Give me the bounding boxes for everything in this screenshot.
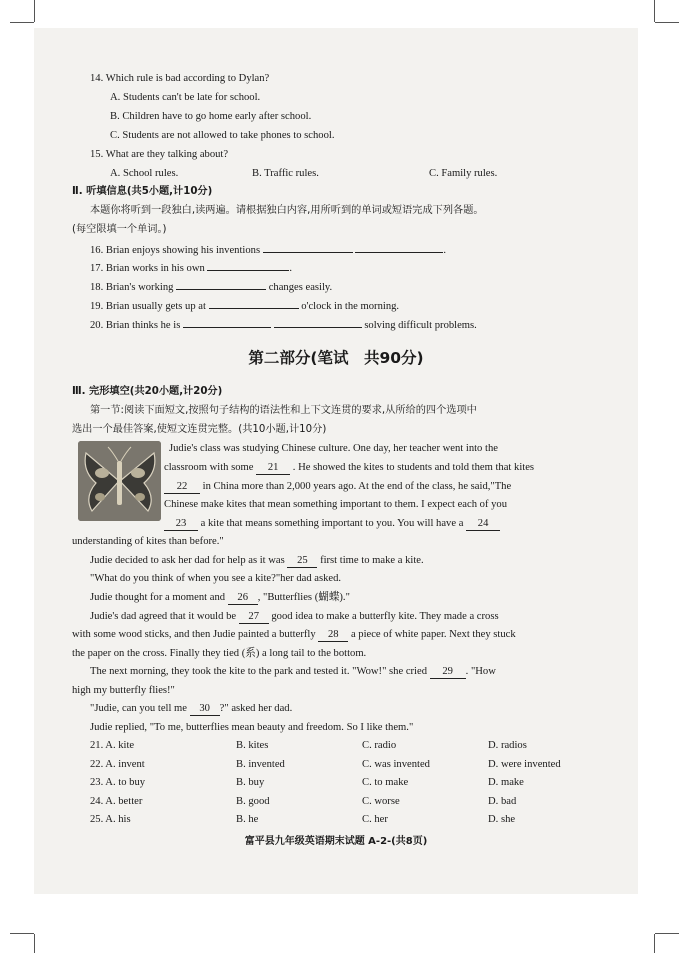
- passage-line-5: 23 a kite that means something important to you. You will have a 24: [164, 517, 500, 531]
- q17: 17. Brian works in his own .: [90, 260, 292, 276]
- option-22-b: B. invented: [236, 759, 285, 770]
- q15-option-c: C. Family rules.: [429, 168, 498, 179]
- q19: 19. Brian usually gets up at o'clock in the morning.: [90, 298, 399, 314]
- passage-line-3: 22 in China more than 2,000 years ago. At the end of the class, he said,"The: [164, 480, 511, 494]
- section-3-instruction: 第一节:阅读下面短文,按照句子结构的语法性和上下文连贯的要求,从所给的四个选项中: [90, 405, 477, 416]
- section-2-instruction: 本题你将听到一段独白,读两遍。请根据独白内容,用所听到的单词或短语完成下列各题。: [90, 205, 484, 216]
- passage-line-15: "Judie, can you tell me 30 ?" asked her dad.: [90, 703, 293, 714]
- section-3-heading: Ⅲ. 完形填空(共20小题,计20分): [72, 386, 223, 397]
- q15-option-b: B. Traffic rules.: [252, 168, 319, 179]
- option-25-b: B. he: [236, 814, 259, 825]
- blank-25: 25: [287, 555, 317, 568]
- blank-24: 24: [466, 518, 500, 531]
- passage-line-4: Chinese make kites that mean something important to them. I expect each of you: [164, 499, 508, 510]
- blank-26: 26: [228, 592, 258, 605]
- q15-option-a: A. School rules.: [110, 168, 179, 179]
- butterfly-kite-image: [78, 441, 161, 521]
- q15-stem: 15. What are they talking about?: [90, 149, 229, 160]
- option-22-c: C. was invented: [362, 759, 430, 770]
- q14-option-c: C. Students are not allowed to take phones to school.: [110, 130, 335, 141]
- section-3-instruction-2: 选出一个最佳答案,使短文连贯完整。(共10小题,计10分): [72, 424, 327, 435]
- q14-option-a: A. Students can't be late for school.: [110, 92, 261, 103]
- section-2-heading: Ⅱ. 听填信息(共5小题,计10分): [72, 186, 213, 197]
- option-25-a: 25. A. his: [90, 814, 131, 825]
- passage-line-8: "What do you think of when you see a kite?"her dad asked.: [90, 573, 342, 584]
- q14-stem: 14. Which rule is bad according to Dylan?: [90, 73, 270, 84]
- option-25-c: C. her: [362, 814, 388, 825]
- blank-21: 21: [256, 462, 290, 475]
- option-22-d: D. were invented: [488, 759, 561, 770]
- passage-line-12: the paper on the cross. Finally they tied (系) a long tail to the bottom.: [72, 648, 367, 659]
- part-2-title: 第二部分(笔试 共90分): [248, 349, 424, 367]
- option-23-c: C. to make: [362, 777, 409, 788]
- blank-23: 23: [164, 518, 198, 531]
- q18: 18. Brian's working changes easily.: [90, 279, 332, 295]
- option-23-d: D. make: [488, 777, 524, 788]
- option-22-a: 22. A. invent: [90, 759, 145, 770]
- q16: 16. Brian enjoys showing his inventions .: [90, 242, 446, 258]
- option-24-d: D. bad: [488, 796, 517, 807]
- passage-line-16: Judie replied, "To me, butterflies mean beauty and freedom. So I like them.": [90, 722, 414, 733]
- passage-line-13: The next morning, they took the kite to the park and tested it. "Wow!" she cried 29 . "How: [90, 666, 496, 677]
- passage-line-6: understanding of kites than before.": [72, 536, 224, 547]
- option-23-a: 23. A. to buy: [90, 777, 146, 788]
- option-24-b: B. good: [236, 796, 270, 807]
- passage-line-14: high my butterfly flies!": [72, 685, 175, 696]
- option-25-d: D. she: [488, 814, 516, 825]
- blank-28: 28: [318, 629, 348, 642]
- page-footer: 富平县九年级英语期末试题 A-2-(共8页): [244, 836, 428, 847]
- passage-line-1: Judie's class was studying Chinese culture. One day, her teacher went into the: [169, 443, 498, 454]
- q20: 20. Brian thinks he is solving difficult problems.: [90, 317, 477, 333]
- passage-line-10: Judie's dad agreed that it would be 27 good idea to make a butterfly kite. They made a cross: [90, 611, 499, 622]
- blank-29: 29: [430, 666, 466, 679]
- blank-27: 27: [239, 611, 269, 624]
- option-21-d: D. radios: [488, 740, 527, 751]
- option-21-a: 21. A. kite: [90, 740, 135, 751]
- passage-line-7: Judie decided to ask her dad for help as it was 25 first time to make a kite.: [90, 555, 424, 566]
- q14-option-b: B. Children have to go home early after school.: [110, 111, 312, 122]
- option-23-b: B. buy: [236, 777, 265, 788]
- blank-22: 22: [164, 481, 200, 494]
- passage-line-2: classroom with some 21 . He showed the kites to students and told them that kites: [164, 462, 535, 473]
- option-24-a: 24. A. better: [90, 796, 143, 807]
- option-21-c: C. radio: [362, 740, 397, 751]
- option-24-c: C. worse: [362, 796, 400, 807]
- exam-page: [34, 28, 638, 894]
- blank-30: 30: [190, 703, 220, 716]
- passage-line-11: with some wood sticks, and then Judie painted a butterfly 28 a piece of white paper. Next they stuck: [72, 629, 516, 640]
- passage-line-9: Judie thought for a moment and 26 , "Butterflies (蝴蝶).": [90, 592, 350, 603]
- option-21-b: B. kites: [236, 740, 269, 751]
- section-2-instruction-note: (每空限填一个单词。): [72, 224, 167, 235]
